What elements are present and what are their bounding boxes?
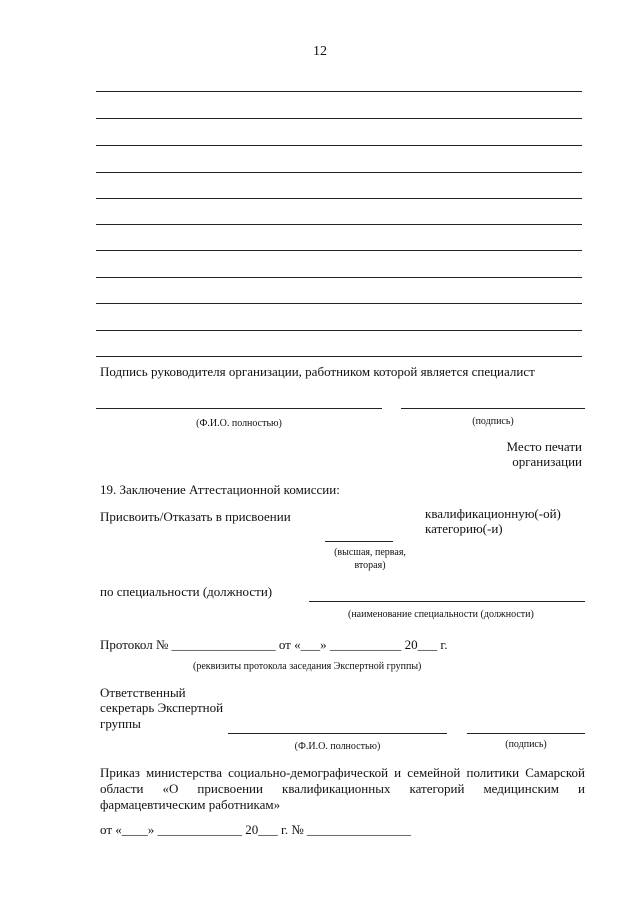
secretary-sign-caption: (подпись) (505, 739, 547, 750)
seal-place-line2: организации (512, 454, 582, 469)
category-text-line1: квалификационную(-ой) (425, 506, 561, 521)
category-caption-line1: (высшая, первая, (334, 547, 406, 558)
secretary-fio-caption: (Ф.И.О. полностью) (294, 741, 381, 752)
category-text-line2: категорию(-и) (425, 521, 503, 536)
blank-line[interactable] (96, 172, 582, 173)
blank-line[interactable] (96, 118, 582, 119)
blank-line[interactable] (96, 250, 582, 251)
category-caption-line2: вторая) (354, 560, 386, 571)
head-signature-label: Подпись руководителя организации, работником которой является специалист (100, 364, 535, 379)
secretary-label-line2: секретарь Экспертной (100, 700, 224, 715)
category-field[interactable] (325, 541, 393, 542)
specialty-field[interactable] (309, 601, 585, 602)
blank-line[interactable] (96, 330, 582, 331)
seal-place-line1: Место печати (506, 439, 582, 454)
blank-line[interactable] (96, 198, 582, 199)
protocol-caption: (реквизиты протокола заседания Экспертной группы) (193, 661, 422, 672)
blank-line[interactable] (96, 277, 582, 278)
head-fio-caption: (Ф.И.О. полностью) (196, 418, 282, 429)
order-paragraph: Приказ министерства социально-демографической и семейной политики Самарской области «О присвоении квалификационных категорий медицинским и фармацевтическим работникам» (100, 765, 585, 812)
secretary-signature-field[interactable] (467, 733, 585, 734)
secretary-label-line3: группы (100, 716, 141, 731)
secretary-fio-field[interactable] (228, 733, 447, 734)
head-sign-caption: (подпись) (472, 416, 514, 427)
page-number: 12 (313, 44, 327, 59)
blank-line[interactable] (96, 303, 582, 304)
protocol-line[interactable]: Протокол № ________________ от «___» ___________ 20___ г. (100, 637, 448, 652)
specialty-caption: (наименование специальности (должности) (348, 609, 534, 620)
order-date-line[interactable]: от «____» _____________ 20___ г. № ________________ (100, 822, 412, 837)
blank-line[interactable] (96, 145, 582, 146)
head-signature-field[interactable] (401, 408, 585, 409)
conclusion-heading: 19. Заключение Аттестационной комиссии: (100, 482, 340, 497)
specialty-label: по специальности (должности) (100, 584, 273, 599)
secretary-label-line1: Ответственный (100, 685, 186, 700)
blank-line[interactable] (96, 91, 582, 92)
blank-line[interactable] (96, 224, 582, 225)
assign-label: Присвоить/Отказать в присвоении (100, 509, 291, 524)
head-fio-field[interactable] (96, 408, 382, 409)
blank-line[interactable] (96, 356, 582, 357)
